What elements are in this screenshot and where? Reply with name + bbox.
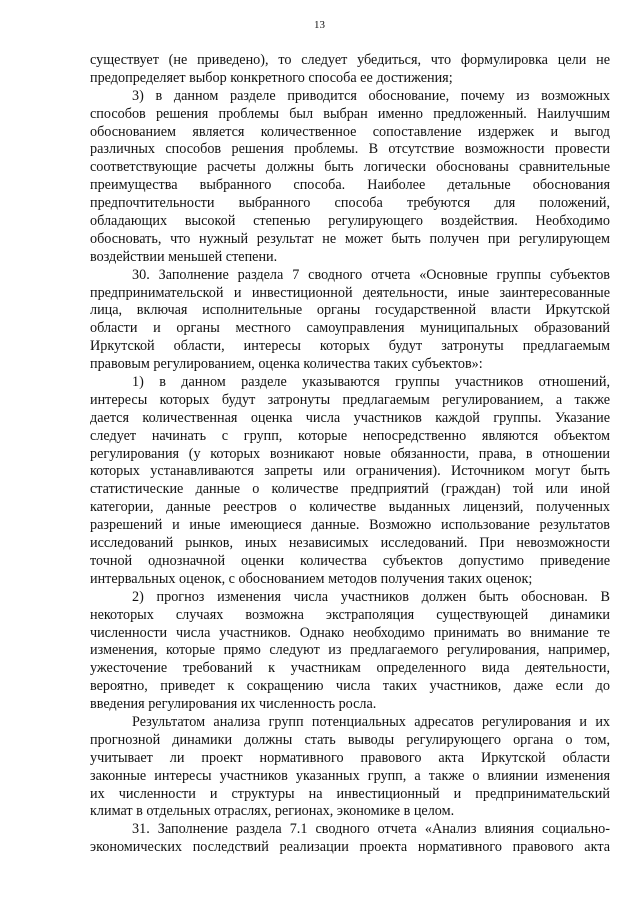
text-line: Иркутской области, интересы которых будут затронуты предлагаемым [90,338,610,355]
text-line: регулирования (у которых возникают новые обязанности, права, в отношении [90,445,610,462]
text-line: соответствующие расчеты должны быть логически обоснованы сравнительные [90,159,610,176]
text-line: изменения, которые прямо следуют из предлагаемого регулирования, например, [90,642,610,659]
body-text [90,52,610,857]
text-line: следует начинать с групп, которые непосредственно являются объектом [90,427,610,444]
text-line: различных способов решения проблемы. В отсутствие возможности провести [90,141,610,158]
text-line: 30. Заполнение раздела 7 сводного отчета «Основные группы субъектов [132,266,610,283]
text-line: введения регулирования их численность росла. [90,696,377,713]
text-line: статистические данные о количестве предприятий (граждан) той или иной [90,481,610,498]
text-line: существует (не приведено), то следует убедиться, что формулировка цели не [90,52,610,68]
text-line: законные интересы участников указанных групп, а также о влиянии изменения [90,767,610,784]
text-line: интересы которых будут затронуты предлагаемым регулированием, а также [90,391,610,408]
text-line: категории, данные реестров о количестве выданных лицензий, полученных [90,499,610,516]
text-line: ужесточение требований к участникам определенного вида деятельности, [90,660,610,677]
text-line: способов решения проблемы был выбран именно предложенный. Наилучшим [90,105,610,122]
text-line: некоторых случаях возможна экстраполяция существующей динамики [90,606,610,623]
text-line: прогнозной динамики должны стать выводы регулирующего органа о том, [90,731,610,748]
text-line: лица, включая исполнительные органы государственной власти Иркутской [90,302,610,319]
text-line: предпочтительности выбранного способа требуются для положений, [90,195,610,212]
text-line: области и органы местного самоуправления муниципальных образований [90,320,610,337]
text-line: преимущества выбранного способа. Наиболее детальные обоснования [90,177,610,194]
text-line: обладающих высокой степенью регулирующего воздействия. Необходимо [90,213,610,230]
text-line: исследований рынков, иных независимых исследований. При невозможности [90,535,610,552]
text-line: 1) в данном разделе указываются группы участников отношений, [132,374,610,391]
text-line: интервальных оценок, с обоснованием методов получения таких оценок; [90,570,533,587]
text-line: предопределяет выбор конкретного способа ее достижения; [90,69,453,86]
text-line: численности числа участников. Однако необходимо принимать во внимание те [90,624,610,641]
text-line: обоснованием является количественное сопоставление издержек и выгод [90,123,610,140]
text-line: Результатом анализа групп потенциальных адресатов регулирования и их [132,713,610,730]
text-line: их численности и структуры на инвестиционный и предпринимательский [90,785,610,802]
text-line: 31. Заполнение раздела 7.1 сводного отчета «Анализ влияния социально- [132,821,610,838]
text-line: 2) прогноз изменения числа участников должен быть обоснован. В [132,588,610,605]
text-line: разрешений и иные имеющиеся данные. Возможно использование результатов [90,517,610,534]
text-line: экономических последствий реализации проекта нормативного правового акта [90,839,610,856]
text-line: вероятно, приведет к сокращению числа таких участников, даже если до [90,678,610,695]
text-line: климат в отдельных отраслях, регионах, экономике в целом. [90,803,455,820]
text-line: воздействии меньшей степени. [90,248,278,265]
text-line: точной однозначной оценки количества субъектов допустимо приведение [90,552,610,569]
text-line: 3) в данном разделе приводится обоснование, почему из возможных [132,87,610,104]
text-line: дается количественная оценка числа участников каждой группы. Указание [90,409,610,426]
page-number: 13 [314,19,325,31]
text-line: обосновать, что нужный результат не может быть получен при регулирующем [90,230,610,247]
text-line: предпринимательской и инвестиционной деятельности, иные заинтересованные [90,284,610,301]
text-line: учитывает ли проект нормативного правового акта Иркутской области [90,749,610,766]
text-line: которых устанавливаются запреты или ограничения). Источником могут быть [90,463,610,480]
text-line: правовым регулированием, оценка количества таких субъектов»: [90,356,483,373]
